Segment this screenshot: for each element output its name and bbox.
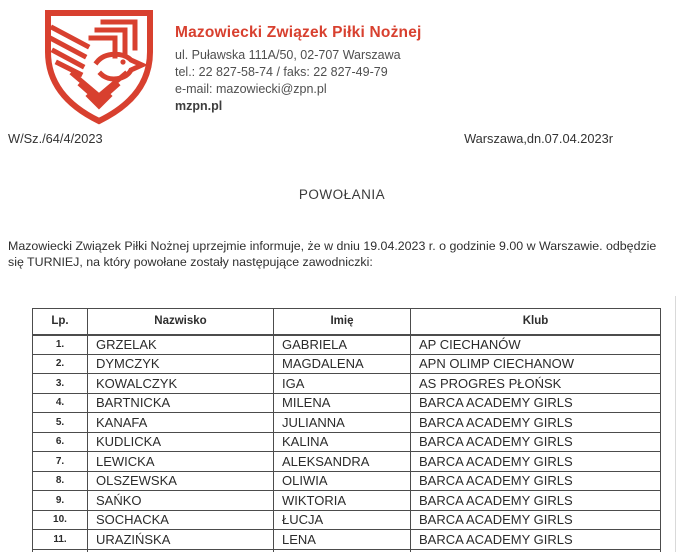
cell-imie: ALEKSANDRA — [274, 452, 411, 472]
cell-lp: 8. — [33, 471, 88, 491]
cell-klub: BARCA ACADEMY GIRLS — [411, 393, 661, 413]
cell-klub: BARCA ACADEMY GIRLS — [411, 510, 661, 530]
cell-klub: AP CIECHANÓW — [411, 335, 661, 355]
cell-imie: GABRIELA — [274, 335, 411, 355]
cell-imie: JULIANNA — [274, 413, 411, 433]
org-name: Mazowiecki Związek Piłki Nożnej — [175, 24, 422, 41]
cell-lp: 4. — [33, 393, 88, 413]
table-row — [33, 452, 661, 472]
cell-imie: KALINA — [274, 432, 411, 452]
cell-lp: 1. — [33, 335, 88, 355]
table-row — [33, 335, 661, 355]
players-table — [32, 308, 661, 552]
table-row — [33, 393, 661, 413]
cell-nazwisko: KOWALCZYK — [88, 374, 274, 394]
letterhead — [37, 8, 422, 126]
table-row — [33, 374, 661, 394]
column-header-lp: Lp. — [33, 309, 88, 335]
cell-nazwisko: URAZIŃSKA — [88, 530, 274, 550]
cell-klub: BARCA ACADEMY GIRLS — [411, 413, 661, 433]
table-row — [33, 432, 661, 452]
table-header-row — [33, 309, 661, 335]
cell-imie: ŁUCJA — [274, 510, 411, 530]
cell-imie: MAGDALENA — [274, 354, 411, 374]
cell-nazwisko: OLSZEWSKA — [88, 471, 274, 491]
cell-nazwisko: GRZELAK — [88, 335, 274, 355]
cell-imie: WIKTORIA — [274, 491, 411, 511]
cell-klub: BARCA ACADEMY GIRLS — [411, 491, 661, 511]
table-row — [33, 510, 661, 530]
mzpn-eagle-crest-logo — [37, 8, 161, 126]
cell-nazwisko: LEWICKA — [88, 452, 274, 472]
cell-nazwisko: SOCHACKA — [88, 510, 274, 530]
column-header-nazwisko: Nazwisko — [88, 309, 274, 335]
cell-lp: 3. — [33, 374, 88, 394]
cell-lp: 11. — [33, 530, 88, 550]
cell-lp: 6. — [33, 432, 88, 452]
cell-klub: BARCA ACADEMY GIRLS — [411, 471, 661, 491]
cell-lp: 9. — [33, 491, 88, 511]
org-website: mzpn.pl — [175, 99, 223, 113]
table-row — [33, 530, 661, 550]
cell-imie: MILENA — [274, 393, 411, 413]
cell-klub: APN OLIMP CIECHANOW — [411, 354, 661, 374]
scan-page-edge-line — [675, 296, 676, 552]
table-row — [33, 471, 661, 491]
column-header-klub: Klub — [411, 309, 661, 335]
cell-nazwisko: KUDLICKA — [88, 432, 274, 452]
cell-klub: BARCA ACADEMY GIRLS — [411, 530, 661, 550]
cell-imie: OLIWIA — [274, 471, 411, 491]
table-row — [33, 413, 661, 433]
cell-lp: 7. — [33, 452, 88, 472]
org-email: e-mail: mazowiecki@zpn.pl — [175, 82, 327, 96]
org-info-block — [175, 8, 422, 126]
cell-lp: 5. — [33, 413, 88, 433]
cell-lp: 10. — [33, 510, 88, 530]
cell-imie: IGA — [274, 374, 411, 394]
column-header-imie: Imię — [274, 309, 411, 335]
document-title: POWOŁANIA — [298, 187, 386, 202]
cell-nazwisko: BARTNICKA — [88, 393, 274, 413]
cell-klub: BARCA ACADEMY GIRLS — [411, 432, 661, 452]
cell-klub: AS PROGRES PŁOŃSK — [411, 374, 661, 394]
cell-lp: 2. — [33, 354, 88, 374]
table-row — [33, 491, 661, 511]
cell-nazwisko: DYMCZYK — [88, 354, 274, 374]
body-paragraph: Mazowiecki Związek Piłki Nożnej uprzejmie informuje, że w dniu 19.04.2023 r. o godzinie 9.00 w Warszawie. odbędzie się TURNIEJ, na który powołane zostały następujące zawodniczki: — [8, 239, 657, 269]
table-row — [33, 354, 661, 374]
cell-nazwisko: KANAFA — [88, 413, 274, 433]
reference-number: W/Sz./64/4/2023 — [8, 131, 103, 146]
players-table-body — [33, 335, 661, 552]
org-address: ul. Puławska 111A/50, 02-707 Warszawa — [175, 48, 401, 62]
org-phone-fax: tel.: 22 827-58-74 / faks: 22 827-49-79 — [175, 65, 388, 79]
cell-nazwisko: SAŃKO — [88, 491, 274, 511]
dateline: Warszawa,dn.07.04.2023r — [464, 131, 613, 146]
reference-date-row — [8, 131, 613, 146]
cell-imie: LENA — [274, 530, 411, 550]
cell-klub: BARCA ACADEMY GIRLS — [411, 452, 661, 472]
